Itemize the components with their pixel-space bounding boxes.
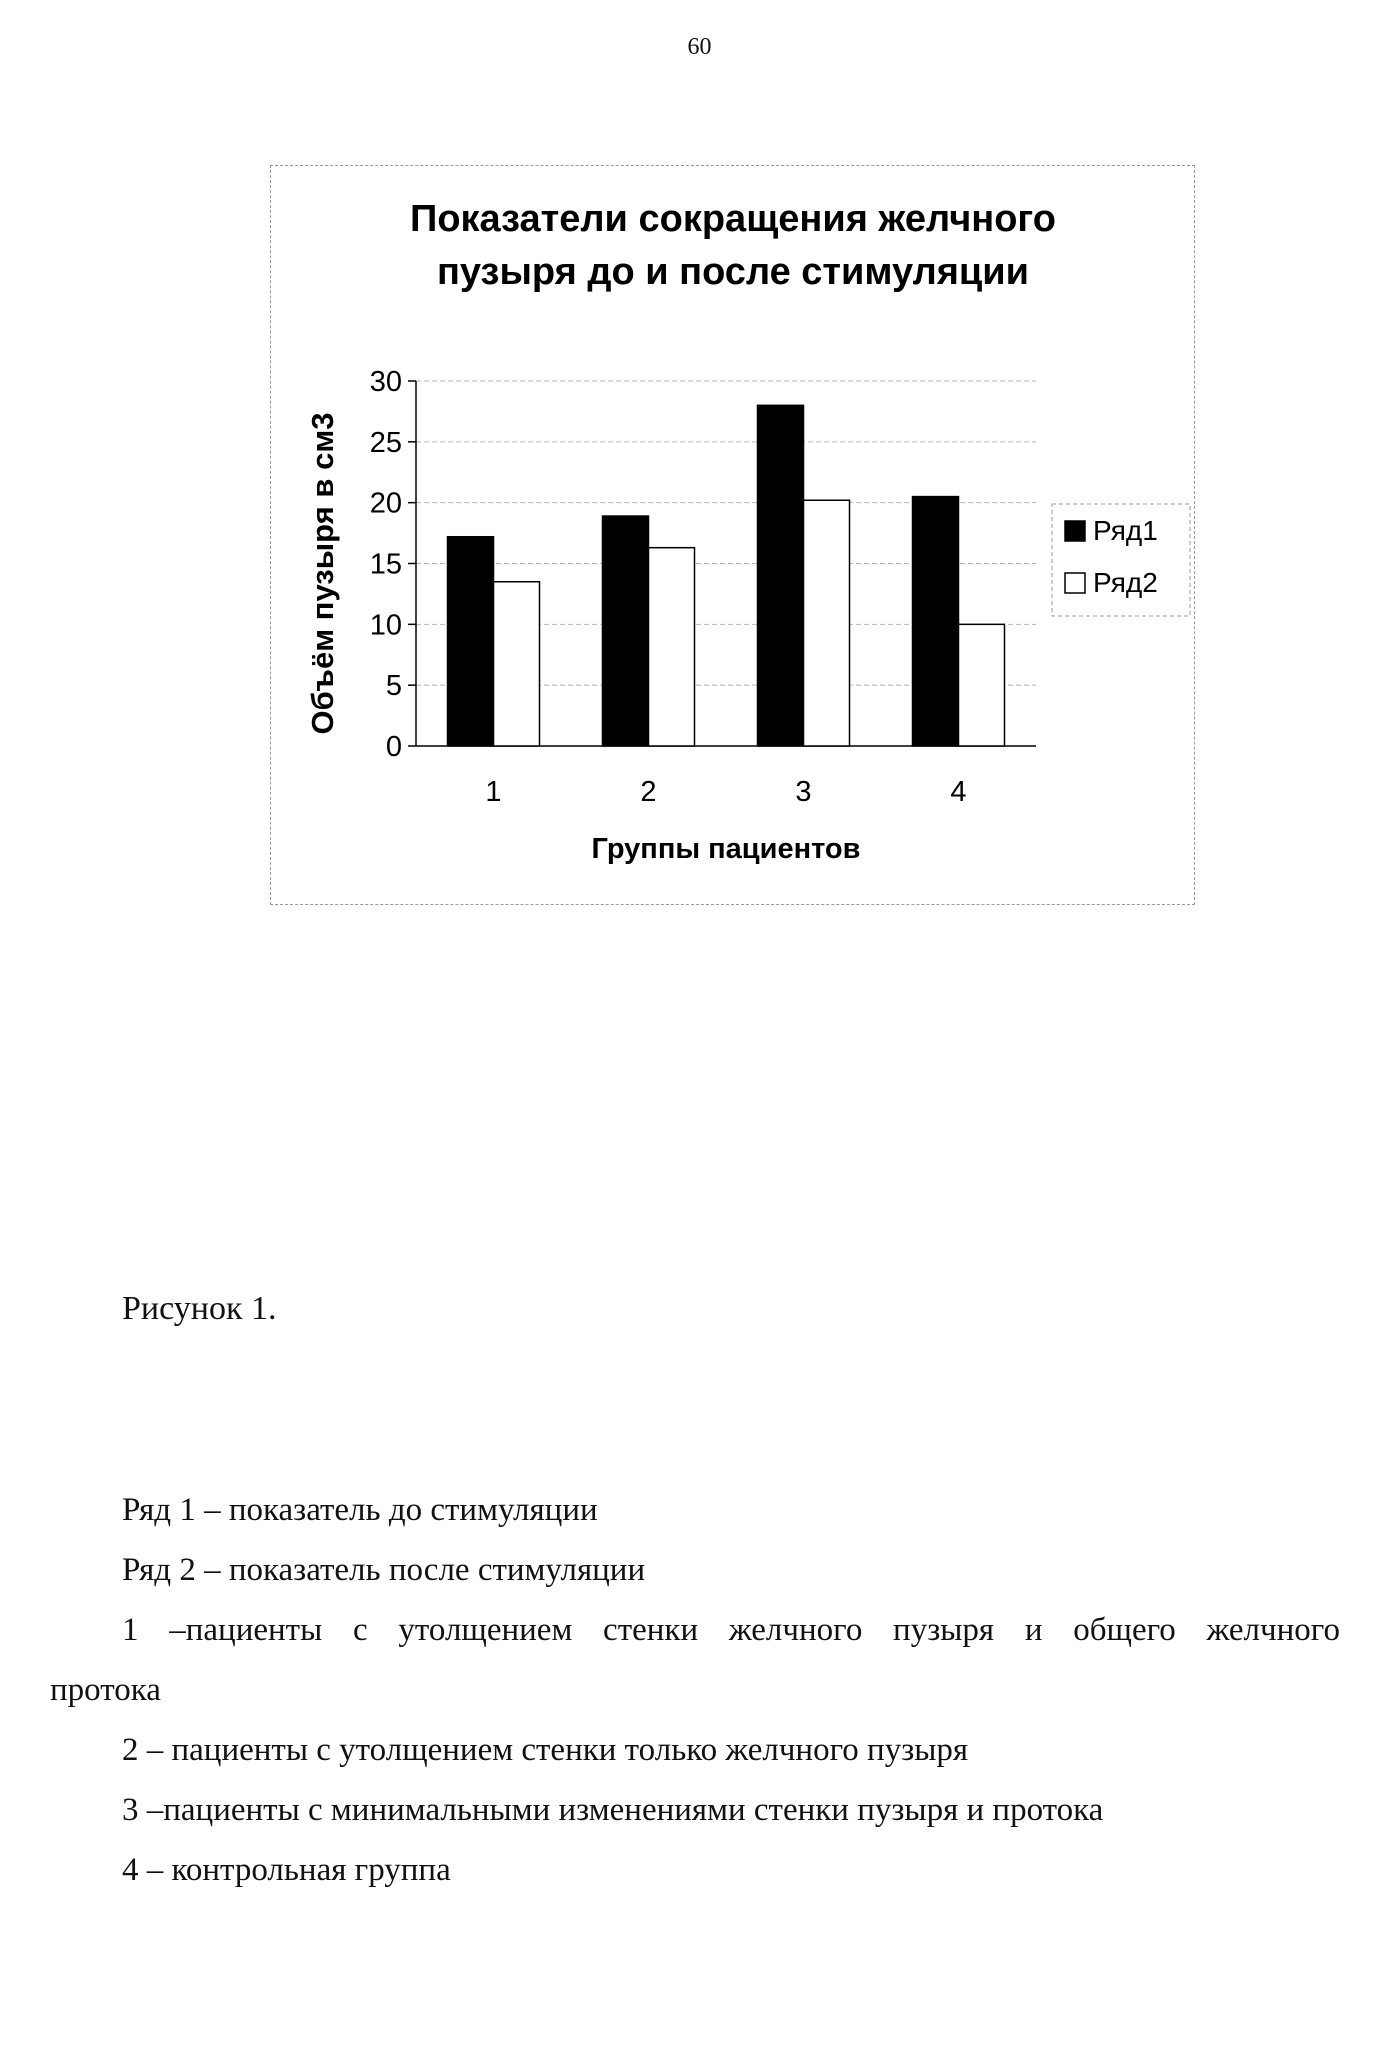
bar-Ряд1-3 — [758, 405, 804, 746]
y-tick-label-6: 30 — [369, 366, 402, 398]
bar-Ряд1-2 — [603, 516, 649, 746]
bar-Ряд2-4 — [959, 624, 1005, 746]
note-group4: 4 – контрольная группа — [122, 1852, 451, 1888]
note-row2: Ряд 2 – показатель после стимуляции — [122, 1552, 646, 1588]
bar-Ряд1-4 — [913, 497, 959, 746]
figure-notes — [50, 1480, 1340, 1900]
chart-title-line2: пузыря до и после стимуляции — [436, 251, 1030, 293]
legend-swatch-Ряд2 — [1065, 573, 1085, 593]
bar-Ряд1-1 — [448, 537, 494, 746]
y-tick-label-1: 5 — [385, 670, 402, 703]
bar-Ряд2-2 — [649, 548, 695, 746]
x-tick-label-1: 1 — [485, 776, 502, 808]
x-tick-label-3: 3 — [795, 776, 812, 808]
note-group3: 3 –пациенты с минимальными изменениями стенки пузыря и протока — [122, 1792, 1104, 1828]
y-tick-label-0: 0 — [385, 731, 402, 763]
figure-caption: Рисунок 1. — [122, 1290, 277, 1327]
chart-title-line1: Показатели сокращения желчного — [410, 198, 1056, 240]
bar-chart — [271, 166, 1196, 906]
x-axis-title: Группы пациентов — [591, 833, 861, 865]
legend-label-Ряд2: Ряд2 — [1093, 567, 1158, 598]
note-row1: Ряд 1 – показатель до стимуляции — [122, 1492, 598, 1528]
bar-Ряд2-3 — [804, 500, 850, 746]
legend-swatch-Ряд1 — [1065, 521, 1085, 541]
y-tick-label-3: 15 — [369, 548, 402, 581]
note-group2: 2 – пациенты с утолщением стенки только желчного пузыря — [122, 1732, 969, 1768]
y-tick-label-5: 25 — [369, 426, 402, 459]
bar-Ряд2-1 — [494, 582, 540, 746]
note-group1: 1 –пациенты с утолщением стенки желчного пузыря и общего желчного — [122, 1612, 1340, 1648]
x-tick-label-2: 2 — [640, 776, 657, 808]
chart-frame — [270, 165, 1195, 905]
page-number: 60 — [687, 34, 712, 60]
y-tick-label-2: 10 — [369, 609, 402, 642]
note-group1-continued: протока — [50, 1672, 161, 1708]
x-tick-label-4: 4 — [950, 776, 967, 808]
legend-label-Ряд1: Ряд1 — [1093, 515, 1158, 546]
y-axis-title: Объём пузыря в см3 — [305, 412, 340, 735]
y-tick-label-4: 20 — [369, 487, 402, 520]
